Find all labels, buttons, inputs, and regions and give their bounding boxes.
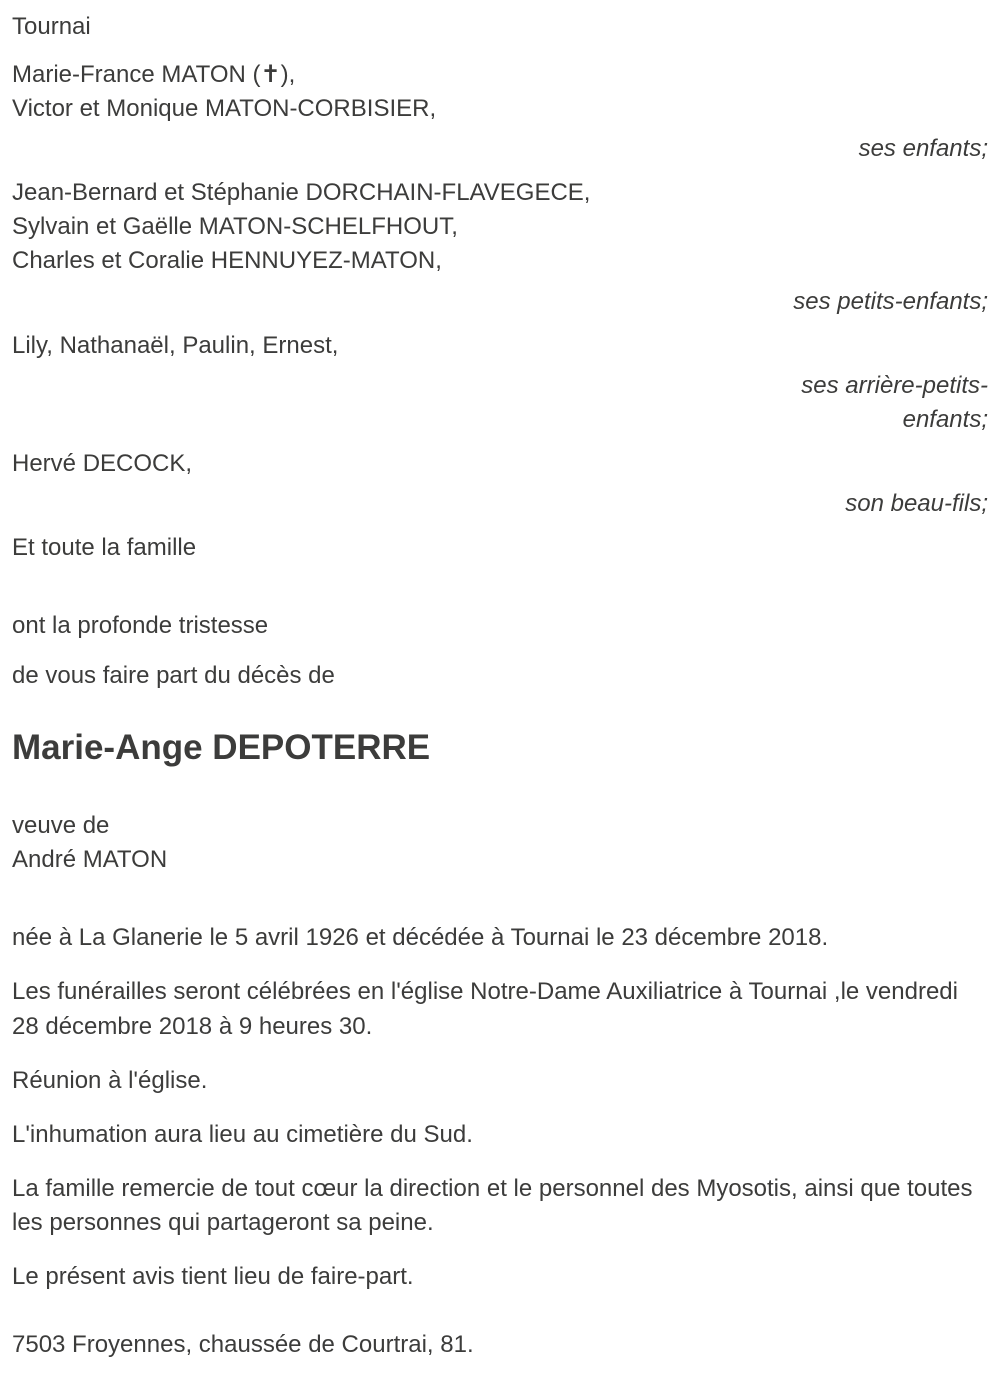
family-line: Hervé DECOCK,	[12, 449, 193, 477]
detail-birth-death: née à La Glanerie le 5 avril 1926 et décédée à Tournai le 23 décembre 2018.	[12, 924, 829, 952]
details-section	[12, 921, 988, 1294]
family-group-children	[12, 58, 988, 126]
spouse-name: André MATON	[12, 846, 168, 874]
family-line: Jean-Bernard et Stéphanie DORCHAIN-FLAVEGECE,	[12, 179, 591, 207]
deceased-name: Marie-Ange DEPOTERRE	[12, 728, 431, 768]
detail-meeting: Réunion à l'église.	[12, 1066, 208, 1094]
relation-son-in-law: son beau-fils;	[845, 489, 988, 517]
family-line: Charles et Coralie HENNUYEZ-MATON,	[12, 247, 442, 275]
spacer	[12, 1314, 988, 1328]
widow-label: veuve de	[12, 812, 110, 840]
relation-children: ses enfants;	[858, 135, 988, 163]
address-line: 7503 Froyennes, chaussée de Courtrai, 81.	[12, 1331, 474, 1359]
family-line: Lily, Nathanaël, Paulin, Ernest,	[12, 331, 339, 359]
announcement-line: ont la profonde tristesse	[12, 612, 269, 640]
detail-burial: L'inhumation aura lieu au cimetière du Sud.	[12, 1120, 473, 1148]
family-line: Sylvain et Gaëlle MATON-SCHELFHOUT,	[12, 213, 458, 241]
detail-funeral: Les funérailles seront célébrées en l'église Notre-Dame Auxiliatrice à Tournai ,le vendredi 28 décembre 2018 à 9 heures 30.	[12, 978, 958, 1040]
announcement	[12, 609, 988, 693]
relation-grandchildren: ses petits-enfants;	[793, 287, 988, 315]
family-line: Victor et Monique MATON-CORBISIER,	[12, 95, 437, 123]
relation-great-grandchildren: ses arrière-petits-enfants;	[801, 371, 988, 433]
detail-thanks: La famille remercie de tout cœur la direction et le personnel des Myosotis, ainsi que toutes les personnes qui partageront sa peine.	[12, 1174, 973, 1236]
obituary-document	[12, 10, 988, 1362]
whole-family-line: Et toute la famille	[12, 534, 197, 562]
city: Tournai	[12, 13, 91, 40]
family-group-son-in-law	[12, 447, 988, 481]
spacer	[12, 877, 988, 921]
detail-notice: Le présent avis tient lieu de faire-part.	[12, 1262, 414, 1290]
spacer	[12, 44, 988, 58]
widow-block	[12, 809, 988, 877]
family-group-grandchildren	[12, 176, 988, 278]
family-line: Marie-France MATON (✝),	[12, 61, 296, 89]
spacer	[12, 565, 988, 609]
announcement-line: de vous faire part du décès de	[12, 662, 335, 690]
family-group-great-grandchildren	[12, 329, 988, 363]
